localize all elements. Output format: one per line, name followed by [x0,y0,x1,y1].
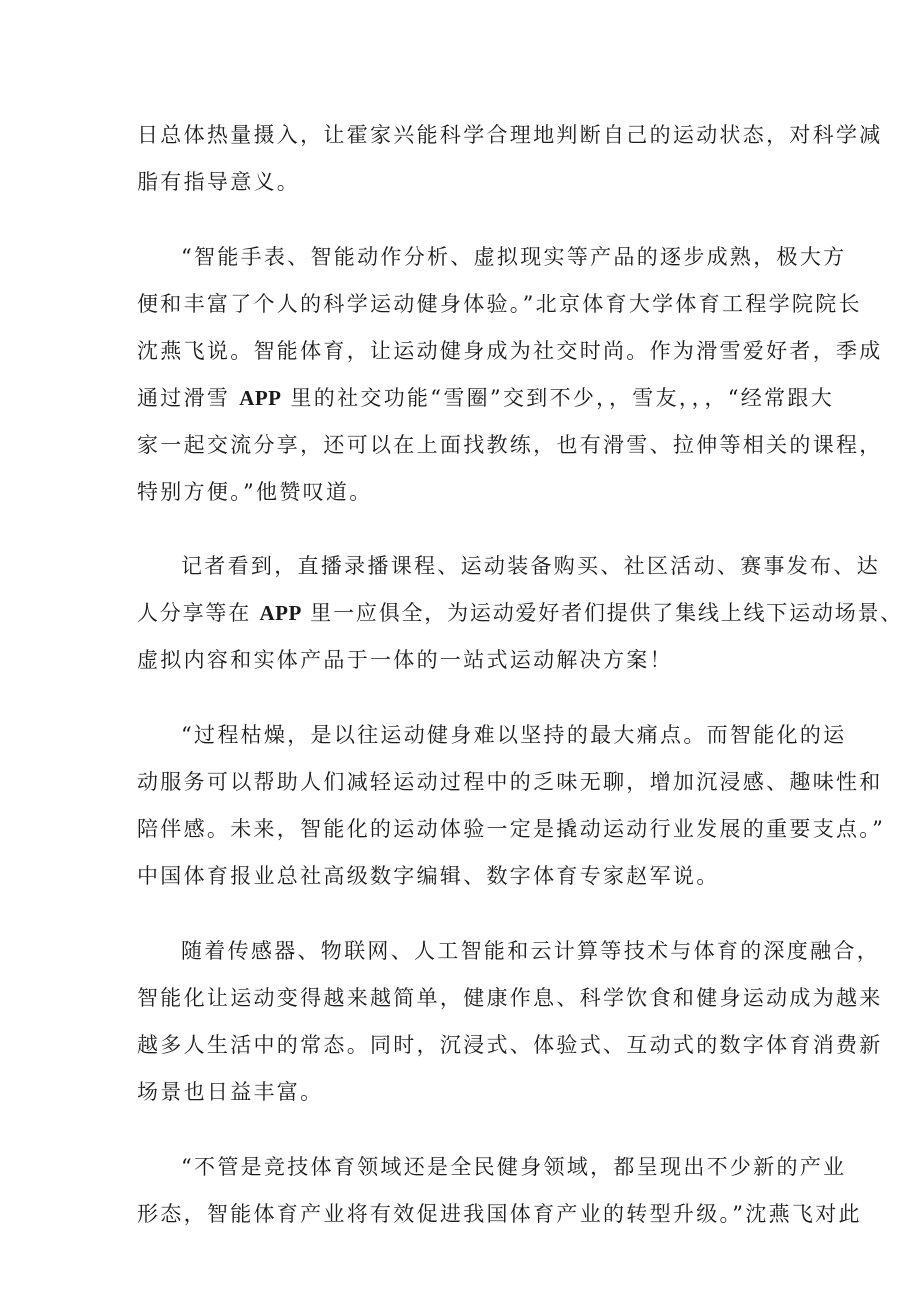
paragraph-5-line-3: 越多人生活中的常态。同时，沉浸式、体验式、互动式的数字体育消费新 [137,1033,883,1057]
paragraph-4-line-2: 动服务可以帮助人们减轻运动过程中的乏味无聊，增加沉浸感、趣味性和 [137,770,883,794]
text-segment: 人分享等在 [137,601,251,625]
paragraph-3-line-3: 虚拟内容和实体产品于一体的一站式运动解决方案！ [137,648,673,672]
paragraph-4-line-1: “过程枯燥，是以往运动健身难以坚持的最大痛点。而智能化的运 [181,723,847,747]
paragraph-1-line-2: 脂有指导意义。 [137,170,301,194]
paragraph-6-line-1: “不管是竞技体育领域还是全民健身领域，都呈现出不少新的产业 [181,1155,847,1179]
paragraph-1-line-1: 日总体热量摄入，让霍家兴能科学合理地判断自己的运动状态，对科学减 [137,123,883,147]
paragraph-2-line-4 [137,383,834,413]
paragraph-4-line-3: 陪伴感。未来，智能化的运动体验一定是撬动运动行业发展的重要支点。” [137,817,886,841]
paragraph-3-line-1: 记者看到，直播录播课程、运动装备购买、社区活动、赛事发布、达 [181,554,880,578]
paragraph-2-line-2: 便和丰富了个人的科学运动健身体验。”北京体育大学体育工程学院院长 [137,292,862,316]
paragraph-2-line-3: 沈燕飞说。智能体育，让运动健身成为社交时尚。作为滑雪爱好者，季成 [137,339,883,363]
app-abbreviation: APP [259,601,302,625]
paragraph-2-line-6: 特别方便。”他赞叹道。 [137,480,373,504]
paragraph-5-line-4: 场景也日益丰富。 [137,1080,324,1104]
paragraph-3-line-2 [137,598,903,628]
paragraph-2-line-5: 家一起交流分享，还可以在上面找教练，也有滑雪、拉伸等相关的课程， [137,433,883,457]
text-segment: 里一应俱全，为运动爱好者们提供了集线上线下运动场景、 [310,601,904,625]
paragraph-5-line-1: 随着传感器、物联网、人工智能和云计算等技术与体育的深度融合， [181,939,880,963]
paragraph-5-line-2: 智能化让运动变得越来越简单，健康作息、科学饮食和健身运动成为越来 [137,986,883,1010]
paragraph-6-line-2: 形态，智能体育产业将有效促进我国体育产业的转型升级。”沈燕飞对此 [137,1202,862,1226]
paragraph-2-line-1: “智能手表、智能动作分析、虚拟现实等产品的逐步成熟，极大方 [181,245,847,269]
app-abbreviation: APP [239,386,282,410]
text-segment: 里的社交功能“雪圈”交到不少，，雪友，，，“经常跟大 [290,386,835,410]
text-segment: 通过滑雪 [137,386,231,410]
paragraph-4-line-4: 中国体育报业总社高级数字编辑、数字体育专家赵军说。 [137,864,720,888]
